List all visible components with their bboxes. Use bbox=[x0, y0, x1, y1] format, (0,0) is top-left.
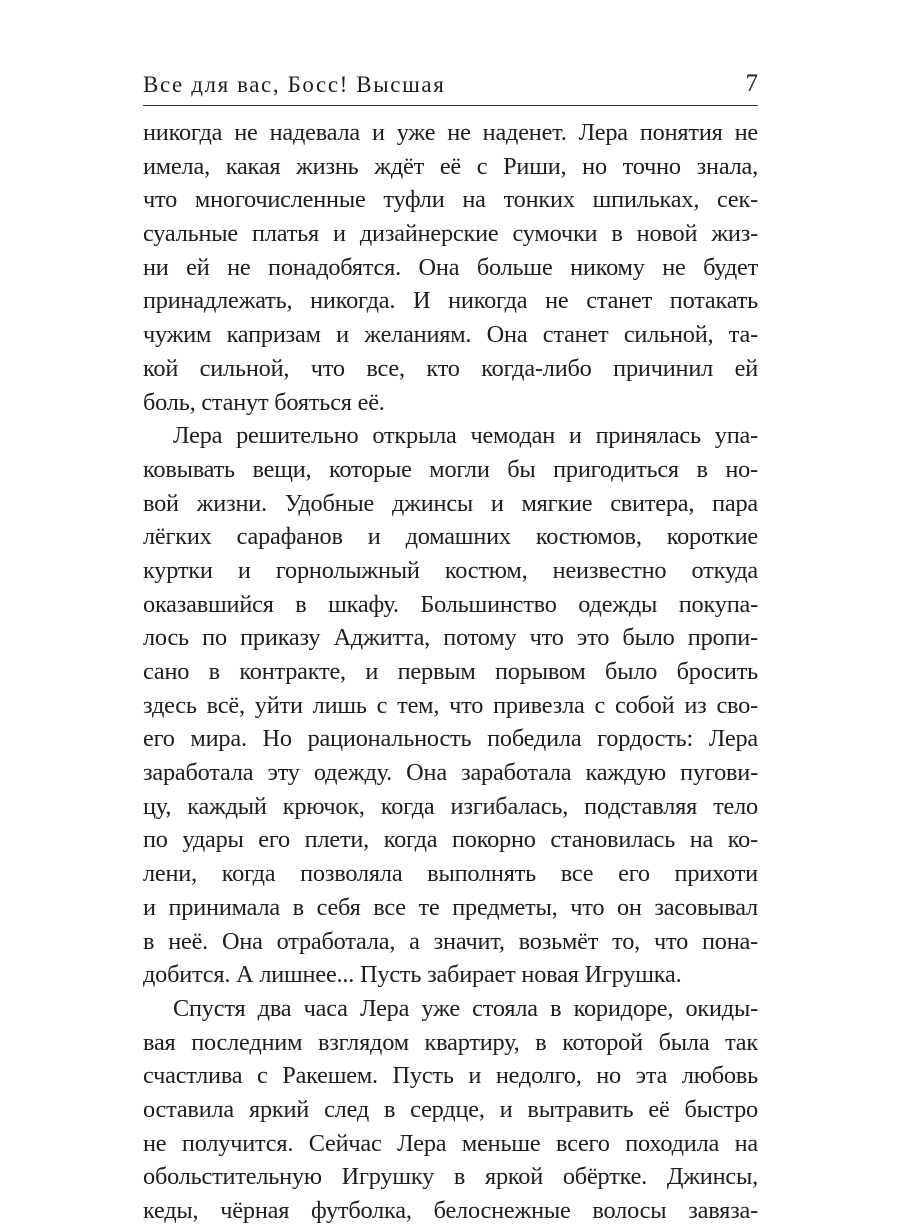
text-line: в неё. Она отработала, а значит, возьмёт то, что пона- bbox=[143, 927, 758, 955]
text-line: оказавшийся в шкафу. Большинство одежды покупа- bbox=[143, 590, 758, 618]
paragraph bbox=[143, 116, 758, 419]
text-line: кой сильной, что все, кто когда-либо причинил ей bbox=[143, 354, 758, 382]
page-number: 7 bbox=[745, 70, 758, 97]
running-header-title: Все для вас, Босс! Высшая bbox=[143, 72, 446, 97]
text-line: счастлива с Ракешем. Пусть и недолго, но эта любовь bbox=[143, 1062, 758, 1090]
text-line: ни ей не понадобятся. Она больше никому не будет bbox=[143, 253, 758, 281]
header-divider bbox=[143, 105, 758, 106]
text-line: принадлежать, никогда. И никогда не станет потакать bbox=[143, 287, 758, 315]
text-line: куртки и горнолыжный костюм, неизвестно откуда bbox=[143, 556, 758, 584]
text-line: вая последним взглядом квартиру, в которой была так bbox=[143, 1028, 758, 1056]
text-line: Лера решительно открыла чемодан и принялась упа- bbox=[173, 422, 758, 450]
text-line: вой жизни. Удобные джинсы и мягкие свитера, пара bbox=[143, 489, 758, 517]
text-line: лёгких сарафанов и домашних костюмов, короткие bbox=[143, 523, 758, 551]
text-line: добится. А лишнее... Пусть забирает новая Игрушка. bbox=[143, 961, 682, 989]
text-line: заработала эту одежду. Она заработала каждую пугови- bbox=[143, 759, 758, 787]
text-line: и принимала в себя все те предметы, что он засовывал bbox=[143, 893, 758, 921]
paragraph bbox=[143, 992, 758, 1228]
body-text bbox=[143, 116, 758, 1228]
text-line: обольстительную Игрушку в яркой обёртке. Джинсы, bbox=[143, 1163, 758, 1191]
text-line: кеды, чёрная футболка, белоснежные волосы завяза- bbox=[143, 1197, 758, 1224]
text-line: лось по приказу Аджитта, потому что это было пропи- bbox=[143, 624, 758, 652]
paragraph bbox=[143, 419, 758, 992]
text-line: здесь всё, уйти лишь с тем, что привезла с собой из сво- bbox=[143, 691, 758, 719]
text-line: боль, станут бояться её. bbox=[143, 388, 385, 416]
text-line: что многочисленные туфли на тонких шпильках, сек- bbox=[143, 186, 758, 214]
text-line: суальные платья и дизайнерские сумочки в новой жиз- bbox=[143, 220, 758, 248]
text-line: не получится. Сейчас Лера меньше всего походила на bbox=[143, 1129, 758, 1157]
text-line: оставила яркий след в сердце, и вытравить её быстро bbox=[143, 1095, 758, 1123]
text-line: сано в контракте, и первым порывом было бросить bbox=[143, 658, 758, 685]
text-line: чужим капризам и желаниям. Она станет сильной, та- bbox=[143, 321, 758, 349]
text-line: никогда не надевала и уже не наденет. Лера понятия не bbox=[143, 119, 758, 146]
running-header bbox=[143, 66, 758, 104]
text-line: имела, какая жизнь ждёт её с Риши, но точно знала, bbox=[143, 152, 758, 180]
text-line: его мира. Но рациональность победила гордость: Лера bbox=[143, 725, 758, 753]
text-line: лени, когда позволяла выполнять все его прихоти bbox=[143, 860, 758, 888]
text-line: по удары его плети, когда покорно становилась на ко- bbox=[143, 826, 758, 854]
text-line: ковывать вещи, которые могли бы пригодиться в но- bbox=[143, 455, 758, 483]
text-line: Спустя два часа Лера уже стояла в коридоре, окиды- bbox=[173, 994, 758, 1022]
text-line: цу, каждый крючок, когда изгибалась, подставляя тело bbox=[143, 792, 758, 820]
